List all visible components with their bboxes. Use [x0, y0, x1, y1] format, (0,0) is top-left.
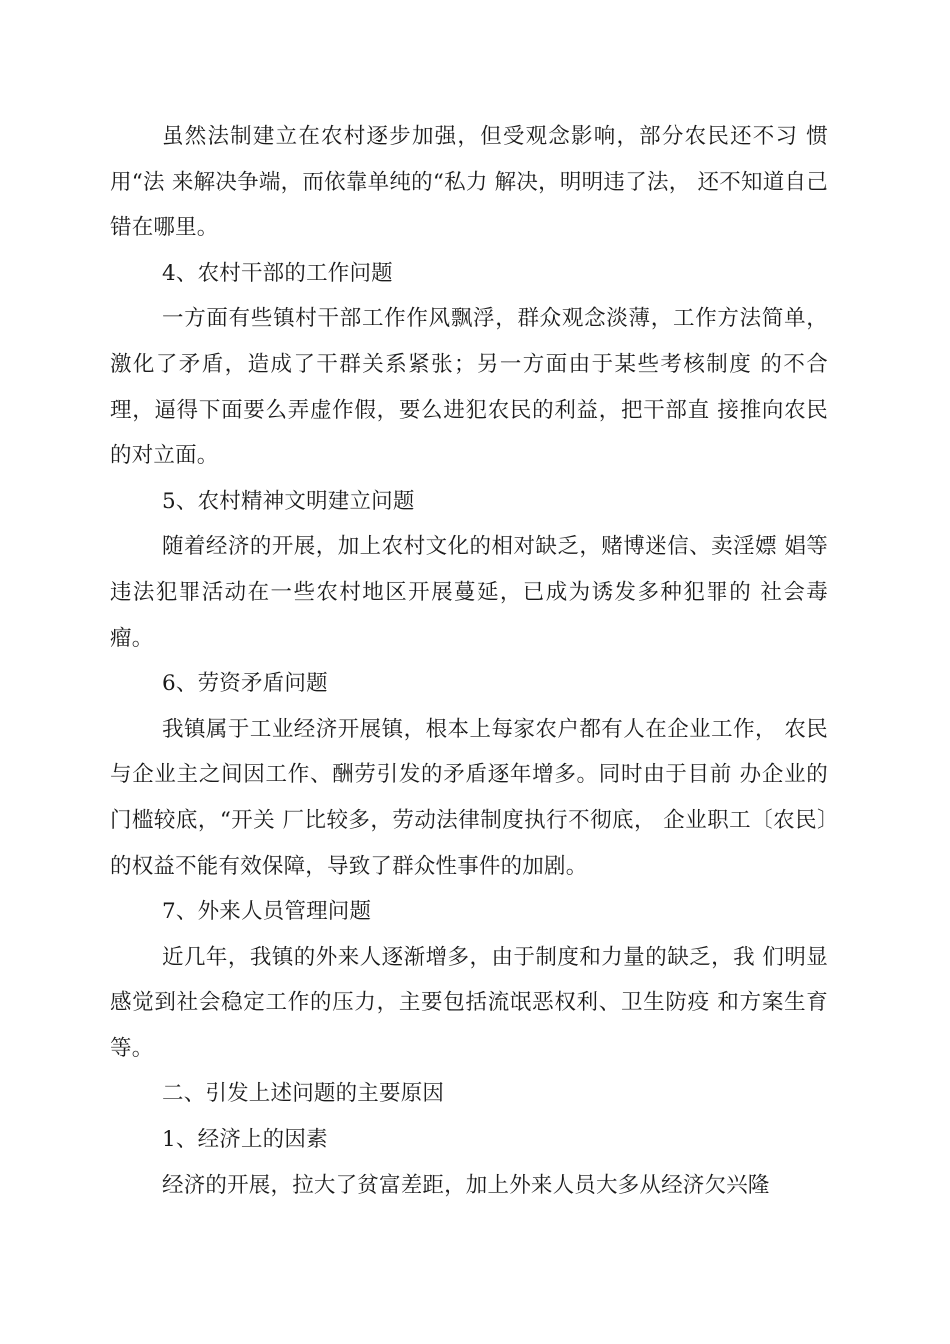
heading-economic-factors: 1、经济上的因素	[162, 1127, 328, 1153]
heading-spiritual-civilization-issue: 5、农村精神文明建立问题	[162, 488, 415, 514]
paragraph-labor-dispute: 我镇属于工业经济开展镇，根本上每家农户都有人在企业工作， 农民与企业主之间因工作、酬劳引发的矛盾逐年增多。同时由于目前 办企业的门槛较底，“开关 厂比较多，劳动法律制度执行不彻底， 企业职工〔农民〕的权益不能有效保障，导致了群众性事件的加剧。	[110, 716, 828, 879]
paragraph-legal-awareness: 虽然法制建立在农村逐步加强，但受观念影响，部分农民还不习 惯用“法 来解决争端，而依靠单纯的“私力 解决，明明违了法， 还不知道自己错在哪里。	[110, 124, 828, 241]
paragraph-economic-factors: 经济的开展，拉大了贫富差距，加上外来人员大多从经济欠兴隆	[162, 1172, 770, 1198]
paragraph-spiritual-civilization: 随着经济的开展，加上农村文化的相对缺乏，赌博迷信、卖淫嫖 娼等违法犯罪活动在一些农村地区开展蔓延，已成为诱发多种犯罪的 社会毒瘤。	[110, 534, 828, 651]
paragraph-cadre-work: 一方面有些镇村干部工作作风飘浮，群众观念淡薄，工作方法简单，激化了矛盾，造成了干群关系紧张；另一方面由于某些考核制度 的不合理，逼得下面要么弄虚作假，要么进犯农民的利益，把干部直 接推向农民的对立面。	[110, 306, 828, 469]
heading-cadre-work-issue: 4、农村干部的工作问题	[162, 260, 393, 286]
document-body	[110, 114, 828, 1208]
heading-labor-dispute-issue: 6、劳资矛盾问题	[162, 671, 328, 697]
heading-migrant-management-issue: 7、外来人员管理问题	[162, 899, 372, 925]
section-heading-main-causes: 二、引发上述问题的主要原因	[162, 1081, 445, 1107]
paragraph-migrant-management: 近几年，我镇的外来人逐渐增多，由于制度和力量的缺乏，我 们明显感觉到社会稳定工作的压力，主要包括流氓恶权利、卫生防疫 和方案生育等。	[110, 944, 828, 1061]
